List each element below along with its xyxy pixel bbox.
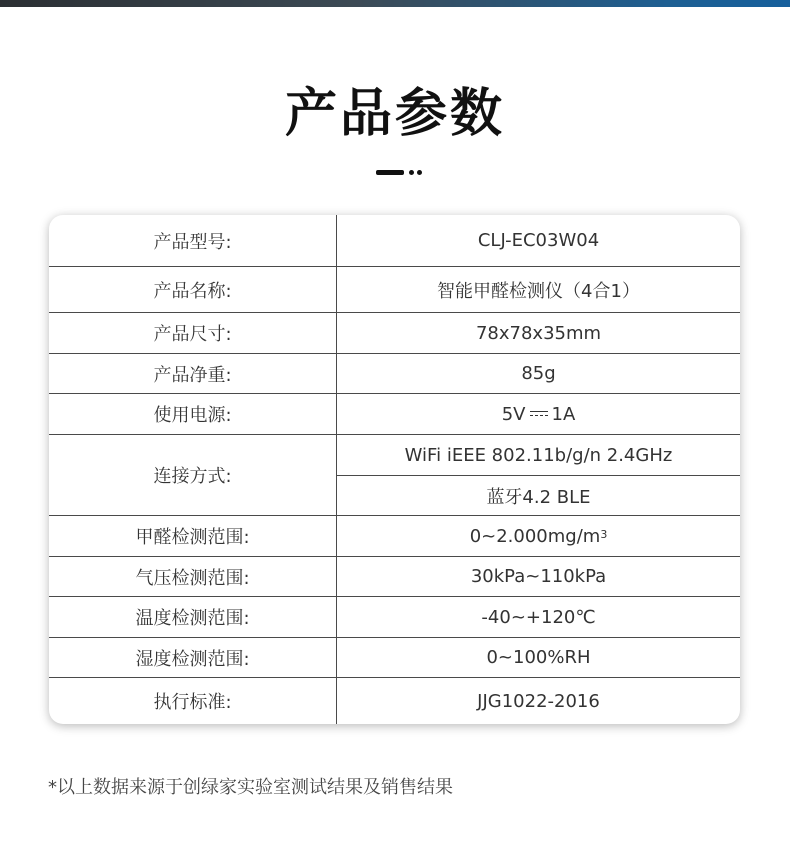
- title-divider: [376, 170, 436, 175]
- power-current: 1A: [551, 403, 576, 425]
- footnote: *以上数据来源于创绿家实验室测试结果及销售结果: [48, 777, 453, 798]
- param-label-connectivity: 连接方式:: [153, 466, 232, 487]
- param-label-hcho-range: 甲醛检测范围:: [135, 527, 250, 548]
- param-value-bluetooth: 蓝牙4.2 BLE: [486, 486, 591, 508]
- power-voltage: 5V: [501, 403, 526, 425]
- param-label-power: 使用电源:: [153, 405, 232, 426]
- param-value-hcho-range: [337, 516, 740, 556]
- param-value-standard: JJG1022-2016: [477, 690, 600, 712]
- top-accent-bar: [0, 0, 790, 7]
- divider-dot: [409, 170, 414, 175]
- page-title: 产品参数: [284, 84, 505, 144]
- divider-dot: [417, 170, 422, 175]
- param-value-name: 智能甲醛检测仪（4合1）: [437, 280, 640, 302]
- param-label-temperature-range: 温度检测范围:: [135, 608, 250, 629]
- divider-bar: [376, 170, 404, 175]
- param-label-standard: 执行标准:: [153, 692, 232, 713]
- param-label-humidity-range: 湿度检测范围:: [135, 648, 250, 670]
- param-label-model: 产品型号:: [153, 231, 232, 253]
- param-label-size: 产品尺寸:: [153, 324, 232, 345]
- param-value-size: 78x78x35mm: [475, 322, 602, 344]
- param-label-pressure-range: 气压检测范围:: [135, 567, 250, 589]
- param-value-power: [337, 394, 740, 434]
- hcho-range-text: 0~2.000mg/m: [469, 525, 601, 547]
- param-value-model: CLJ-EC03W04: [477, 230, 600, 251]
- param-label-name: 产品名称:: [153, 280, 232, 302]
- param-value-humidity-range: 0~100%RH: [486, 647, 591, 668]
- param-label-weight: 产品净重:: [153, 364, 232, 386]
- param-value-pressure-range: 30kPa~110kPa: [470, 566, 607, 587]
- dc-symbol-icon: [530, 409, 548, 419]
- param-value-wifi: WiFi iEEE 802.11b/g/n 2.4GHz: [404, 444, 673, 466]
- hcho-unit-exponent: 3: [600, 527, 608, 541]
- param-value-weight: 85g: [521, 363, 556, 384]
- spec-table: [49, 215, 740, 724]
- param-value-temperature-range: -40~+120℃: [481, 606, 596, 628]
